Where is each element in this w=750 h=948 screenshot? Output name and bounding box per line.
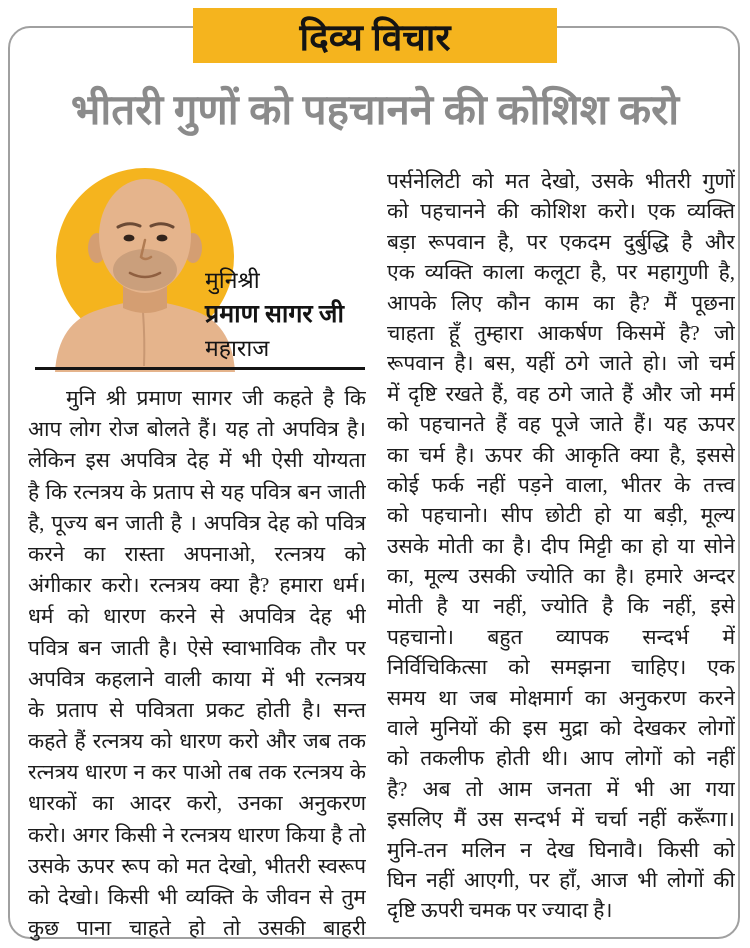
article-line: है कि रत्नत्रय के प्रताप से यह पवित्र बन जाती bbox=[28, 479, 366, 504]
article-line: एक व्यक्ति काला कलूटा है, पर महागुणी है, bbox=[387, 260, 735, 285]
section-banner bbox=[193, 8, 557, 63]
article-line: रत्नत्रय धारण न कर पाओ तब तक रत्नत्रय के bbox=[28, 760, 366, 785]
article-line: दृष्टि ऊपरी चमक पर ज्यादा है। bbox=[387, 898, 613, 923]
article-line: कुछ पाना चाहते हो तो उसकी बाहरी bbox=[28, 916, 366, 941]
article-line: पहचानो। बहुत व्यापक सन्दर्भ में bbox=[387, 624, 735, 649]
portrait-caption-name: प्रमाण सागर जी bbox=[205, 301, 344, 328]
article-line: करने का रास्ता अपनाओ, रत्नत्रय को bbox=[28, 541, 366, 566]
article-line: को पहचानने की कोशिश करो। एक व्यक्ति bbox=[387, 199, 735, 224]
article-line: है, पूज्य बन जाती है । अपवित्र देह को पवित्र bbox=[28, 510, 366, 535]
article-line: इसलिए मैं उस सन्दर्भ में चर्चा नहीं करूँगा। bbox=[387, 807, 735, 832]
section-banner-title: दिव्य विचार bbox=[299, 18, 451, 59]
portrait-eye-right bbox=[157, 235, 168, 242]
article-line: धर्म को धारण करने से अपवित्र देह भी bbox=[28, 604, 366, 629]
article-line: बड़ा रूपवान है, पर एकदम दुर्बुद्धि है और bbox=[387, 229, 735, 254]
article-line: है? अब तो आम जनता में भी आ गया bbox=[387, 776, 735, 801]
article-line: को तकलीफ होती थी। आप लोगों को नहीं bbox=[387, 746, 735, 771]
article-line: के प्रताप से पवित्रता प्रकट होती है। सन्त bbox=[28, 697, 366, 722]
article-line: का चर्म है। ऊपर की आकृति क्या है, इससे bbox=[387, 442, 735, 467]
article-line: को पहचानते हैं वह पूजे जाते हैं। यह ऊपर bbox=[387, 412, 735, 437]
article-line: करो। अगर किसी ने रत्नत्रय धारण किया है तो bbox=[28, 822, 366, 847]
article-line: का, मूल्य उसकी ज्योति का है। हमारे अन्दर bbox=[387, 564, 735, 589]
article-line: समय था जब मोक्षमार्ग का अनुकरण करने bbox=[387, 685, 735, 710]
article-line: आप लोग रोज बोलते हैं। यह तो अपवित्र है। bbox=[28, 417, 366, 442]
article-line: को पहचानो। सीप छोटी हो या बड़ी, मूल्य bbox=[387, 503, 735, 528]
article-line: अंगीकार करो। रत्नत्रय क्या है? हमारा धर्म। bbox=[28, 573, 366, 598]
article-line: रूपवान है। बस, यहीं ठगे जाते हो। जो चर्म bbox=[387, 351, 735, 376]
article-line: पर्सनेलिटी को मत देखो, उसके भीतरी गुणों bbox=[387, 169, 735, 193]
article-line: घिन नहीं आएगी, पर हाँ, आज भी लोगों की bbox=[387, 867, 735, 892]
article-line: पवित्र बन जाती है। ऐसे स्वाभाविक तौर पर bbox=[28, 635, 366, 660]
article-line: उसके ऊपर रूप को मत देखो, भीतरी स्वरूप bbox=[28, 853, 366, 878]
article-line: को देखो। किसी भी व्यक्ति के जीवन से तुम bbox=[28, 885, 366, 909]
portrait-caption-suffix: महाराज bbox=[205, 336, 270, 361]
article-line: कहते हैं रत्नत्रय को धारण करो और जब तक bbox=[28, 729, 366, 754]
article-line: मुनि श्री प्रमाण सागर जी कहते है कि bbox=[66, 386, 366, 410]
article-column-left bbox=[28, 383, 366, 944]
article-line: चाहता हूँ तुम्हारा आकर्षण किसमें है? जो bbox=[387, 320, 735, 345]
article-headline: भीतरी गुणों को पहचानने की कोशिश करो bbox=[70, 88, 680, 134]
article-column-right bbox=[387, 166, 735, 926]
portrait-caption bbox=[205, 264, 370, 366]
portrait-caption-prefix: मुनिश्री bbox=[205, 268, 260, 293]
article-line: निर्विचिकित्सा को समझना चाहिए। एक bbox=[387, 655, 735, 680]
portrait-eye-left bbox=[124, 235, 135, 242]
article-line: लेकिन इस अपवित्र देह में भी ऐसी योग्यता bbox=[28, 448, 366, 473]
article-line: मुनि-तन मलिन न देख घिनावै। किसी को bbox=[387, 837, 735, 862]
caption-divider bbox=[35, 367, 365, 370]
article-line: अपवित्र कहलाने वाली काया में भी रत्नत्रय bbox=[28, 666, 366, 691]
article-line: उसके मोती का है। दीप मिट्टी का हो या सोने bbox=[387, 533, 735, 558]
article-line: वाले मुनियों की इस मुद्रा को देखकर लोगों bbox=[387, 716, 735, 741]
article-line: मोती है या नहीं, ज्योति है कि नहीं, इसे bbox=[387, 594, 735, 619]
article-line: में दृष्टि रखते हैं, वह ठगे जाते हैं और जो मर्म bbox=[387, 381, 735, 406]
article-line: धारकों का आदर करो, उनका अनुकरण bbox=[28, 791, 366, 816]
article-line: आपके लिए कौन काम का है? मैं पूछना bbox=[387, 290, 735, 315]
article-line: कोई फर्क नहीं पड़ने वाला, भीतर के तत्त्व bbox=[387, 472, 735, 497]
portrait-stubble bbox=[113, 249, 177, 291]
